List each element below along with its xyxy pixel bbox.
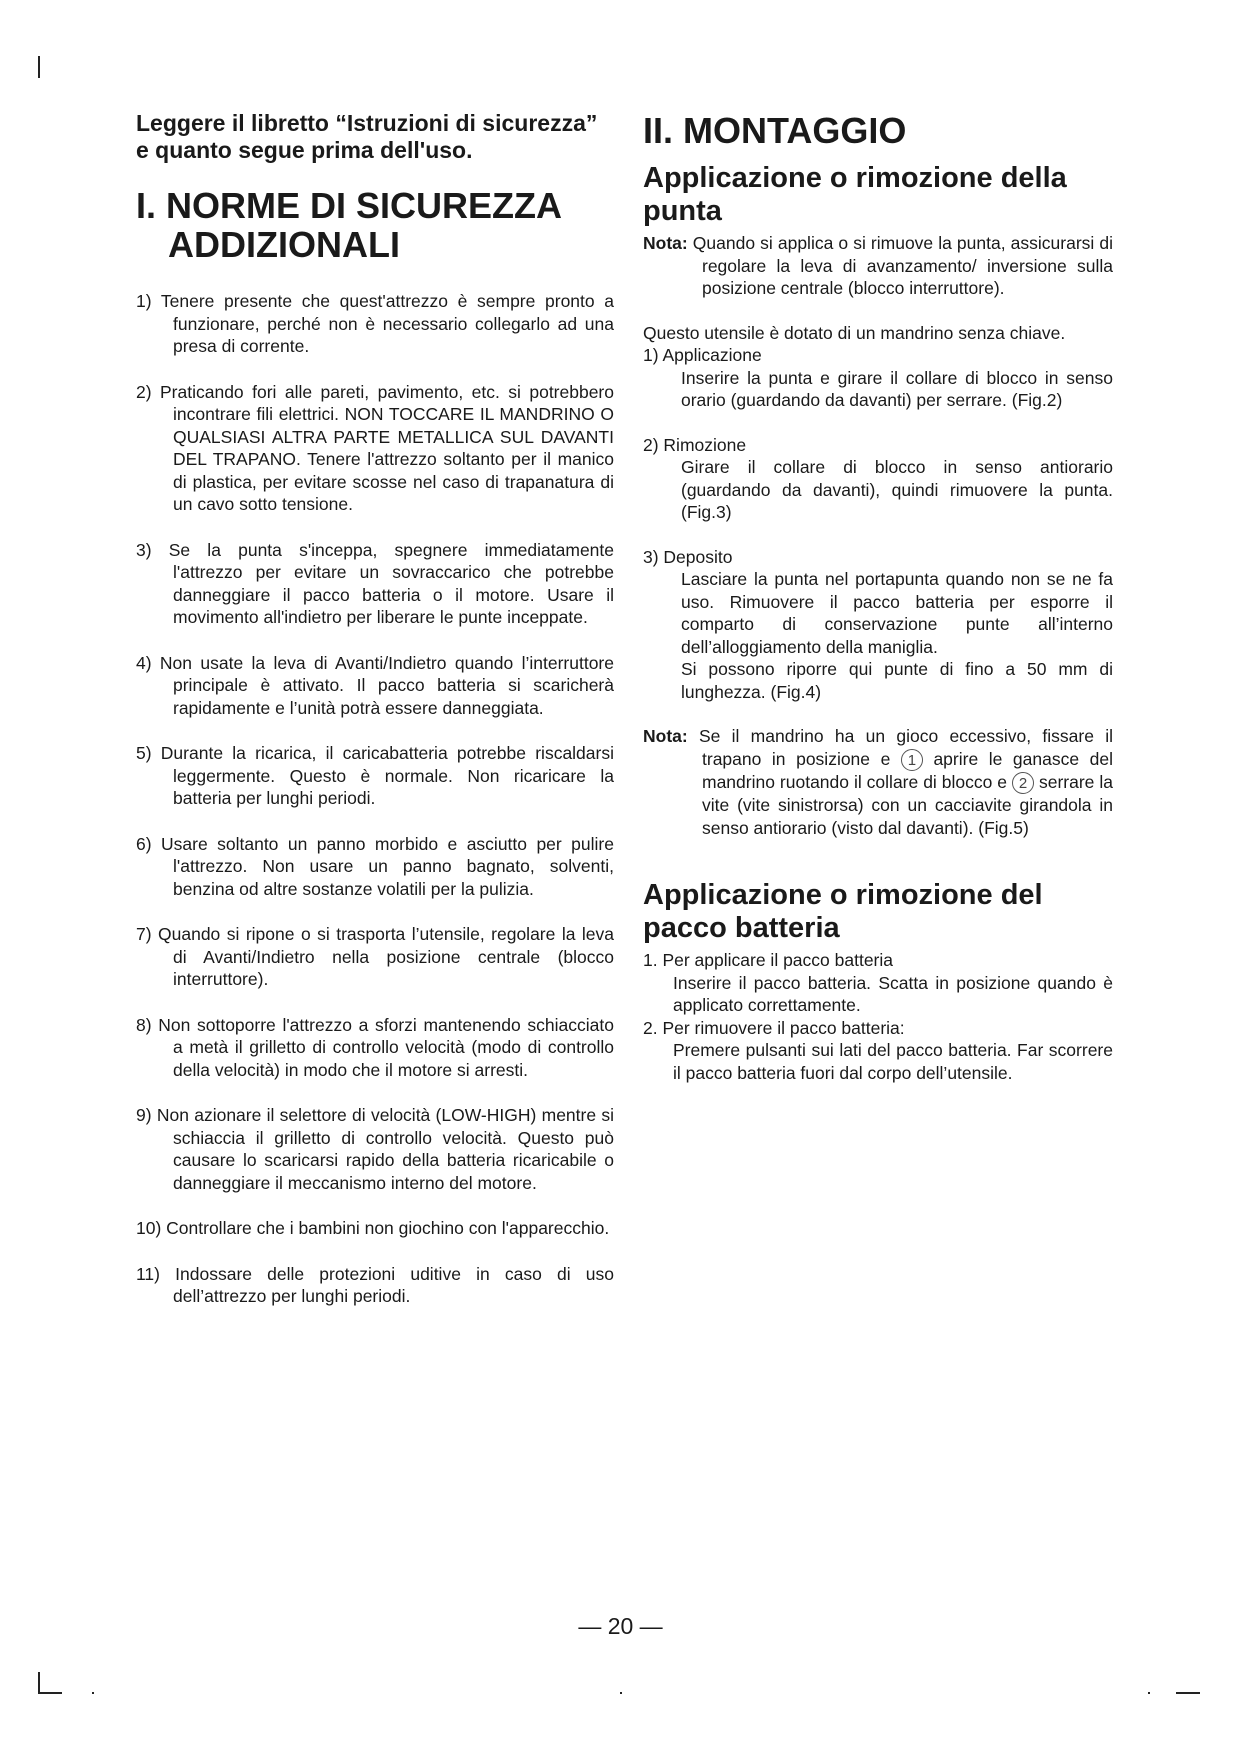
chuck-intro: Questo utensile è dotato di un mandrino senza chiave. [643,322,1066,343]
section-heading-safety: I. NORME DI SICUREZZA ADDIZIONALI [136,185,561,265]
step-body: Inserire la punta e girare il collare di blocco in senso orario (guardando da davanti) per serrare. (Fig.2) [681,367,1113,410]
step-body-continued: Si possono riporre qui punte di fino a 50 mm di lunghezza. (Fig.4) [681,659,1113,702]
list-item: 9) Non azionare il selettore di velocità (LOW-HIGH) mentre si schiaccia il grilletto di controllo velocità. Questo può causare lo scaricarsi rapido della batteria ricaricabile o danneggiare il meccanismo interno del motore. [136,1105,614,1193]
note-bit [643,232,1113,300]
list-item: 1) Tenere presente che quest'attrezzo è sempre pronto a funzionare, perché non è necessario collegarlo ad una presa di corrente. [136,291,614,356]
list-item: 11) Indossare delle protezioni uditive in caso di uso dell’attrezzo per lunghi periodi. [136,1263,614,1306]
crop-dot [1148,1692,1150,1694]
circled-number-2: 2 [1012,772,1034,794]
subsection-title-battery: Applicazione o rimozione del pacco batteria [643,879,1043,945]
note-text: aprire le ganasce del mandrino ruotando il collare di blocco e [702,748,1113,792]
step-title: 3) Deposito [643,546,733,567]
step-body: Girare il collare di blocco in senso antiorario (guardando da davanti), quindi rimuovere la punta. (Fig.3) [681,457,1113,522]
safety-list [136,290,614,1308]
crop-mark-bottom-left-h [38,1692,62,1694]
note-label: Nota: [643,726,688,746]
note-text: Se il mandrino ha un gioco eccessivo, fissare il trapano in posizione e [698,726,1113,769]
list-item: 2) Praticando fori alle pareti, pavimento, etc. si potrebbero incontrare fili elettrici. NON TOCCARE IL MANDRINO O QUALSIASI ALTRA PARTE METALLICA SUL DAVANTI DEL TRAPANO. Tenere l'attrezzo soltanto per il manico di plastica, per evitare scosse nel caso di trapanatura di un cavo sotto tensione. [136,381,614,514]
step-body: Premere pulsanti sui lati del pacco batteria. Far scorrere il pacco batteria fuori dal corpo dell’utensile. [673,1040,1113,1083]
list-item: 10) Controllare che i bambini non giochino con l'apparecchio. [136,1218,610,1238]
step-title: 2. Per rimuovere il pacco batteria: [643,1017,905,1038]
step-title: 2) Rimozione [643,434,747,455]
step-title: 1) Applicazione [643,345,762,365]
step-body: Inserire il pacco batteria. Scatta in posizione quando è applicato correttamente. [673,972,1113,1016]
note-label: Nota: [643,233,688,253]
circled-number-1: 1 [901,749,923,771]
left-column [136,110,614,1331]
note-text: serrare la vite (vite sinistrorsa) con un cacciavite girandola in senso antiorario (visto dal davanti). (Fig.5) [702,771,1113,838]
list-item: 7) Quando si ripone o si trasporta l’utensile, regolare la leva di Avanti/Indietro nella posizione centrale (blocco interruttore). [136,924,614,989]
list-item: 5) Durante la ricarica, il caricabatteria potrebbe riscaldarsi leggermente. Questo è normale. Non ricaricare la batteria per lunghi periodi. [136,743,614,808]
crop-mark-bottom-left-v [38,1672,40,1694]
page-number: — 20 — [578,1613,663,1639]
crop-mark-top-left [38,56,40,78]
step-body: Lasciare la punta nel portapunta quando non se ne fa uso. Rimuovere il pacco batteria per esporre il comparto di conservazione punte all’interno dell’alloggiamento della maniglia. [681,569,1113,657]
section-heading-assembly: II. MONTAGGIO [643,110,907,151]
list-item: 6) Usare soltanto un panno morbido e asciutto per pulire l'attrezzo. Non usare un panno bagnato, solventi, benzina od altre sostanze volatili per la pulizia. [136,833,614,899]
note-chuck [643,725,1113,839]
note-text: Quando si applica o si rimuove la punta, assicurarsi di regolare la leva di avanzamento/ inversione sulla posizione centrale (blocco interruttore). [692,233,1113,298]
list-item: 4) Non usate la leva di Avanti/Indietro quando l’interruttore principale è attivato. Il pacco batteria si scaricherà rapidamente e l’unità potrà essere danneggiata. [136,652,614,718]
right-column [643,110,1113,1084]
subsection-title-bit: Applicazione o rimozione della punta [643,162,1067,227]
intro-text: Leggere il libretto “Istruzioni di sicurezza” e quanto segue prima dell'uso. [136,110,598,163]
crop-mark-bottom-right [1176,1692,1200,1694]
list-item: 8) Non sottoporre l'attrezzo a sforzi mantenendo schiacciato a metà il grilletto di controllo velocità (modo di controllo della velocità) in modo che il motore si arresti. [136,1014,614,1080]
step-title: 1. Per applicare il pacco batteria [643,950,893,971]
crop-dot [92,1692,94,1694]
crop-dot [620,1692,622,1694]
list-item: 3) Se la punta s'inceppa, spegnere immediatamente l'attrezzo per evitare un sovraccarico che potrebbe danneggiare il pacco batteria o il motore. Usare il movimento all'indietro per liberare le punte inceppate. [136,539,614,627]
